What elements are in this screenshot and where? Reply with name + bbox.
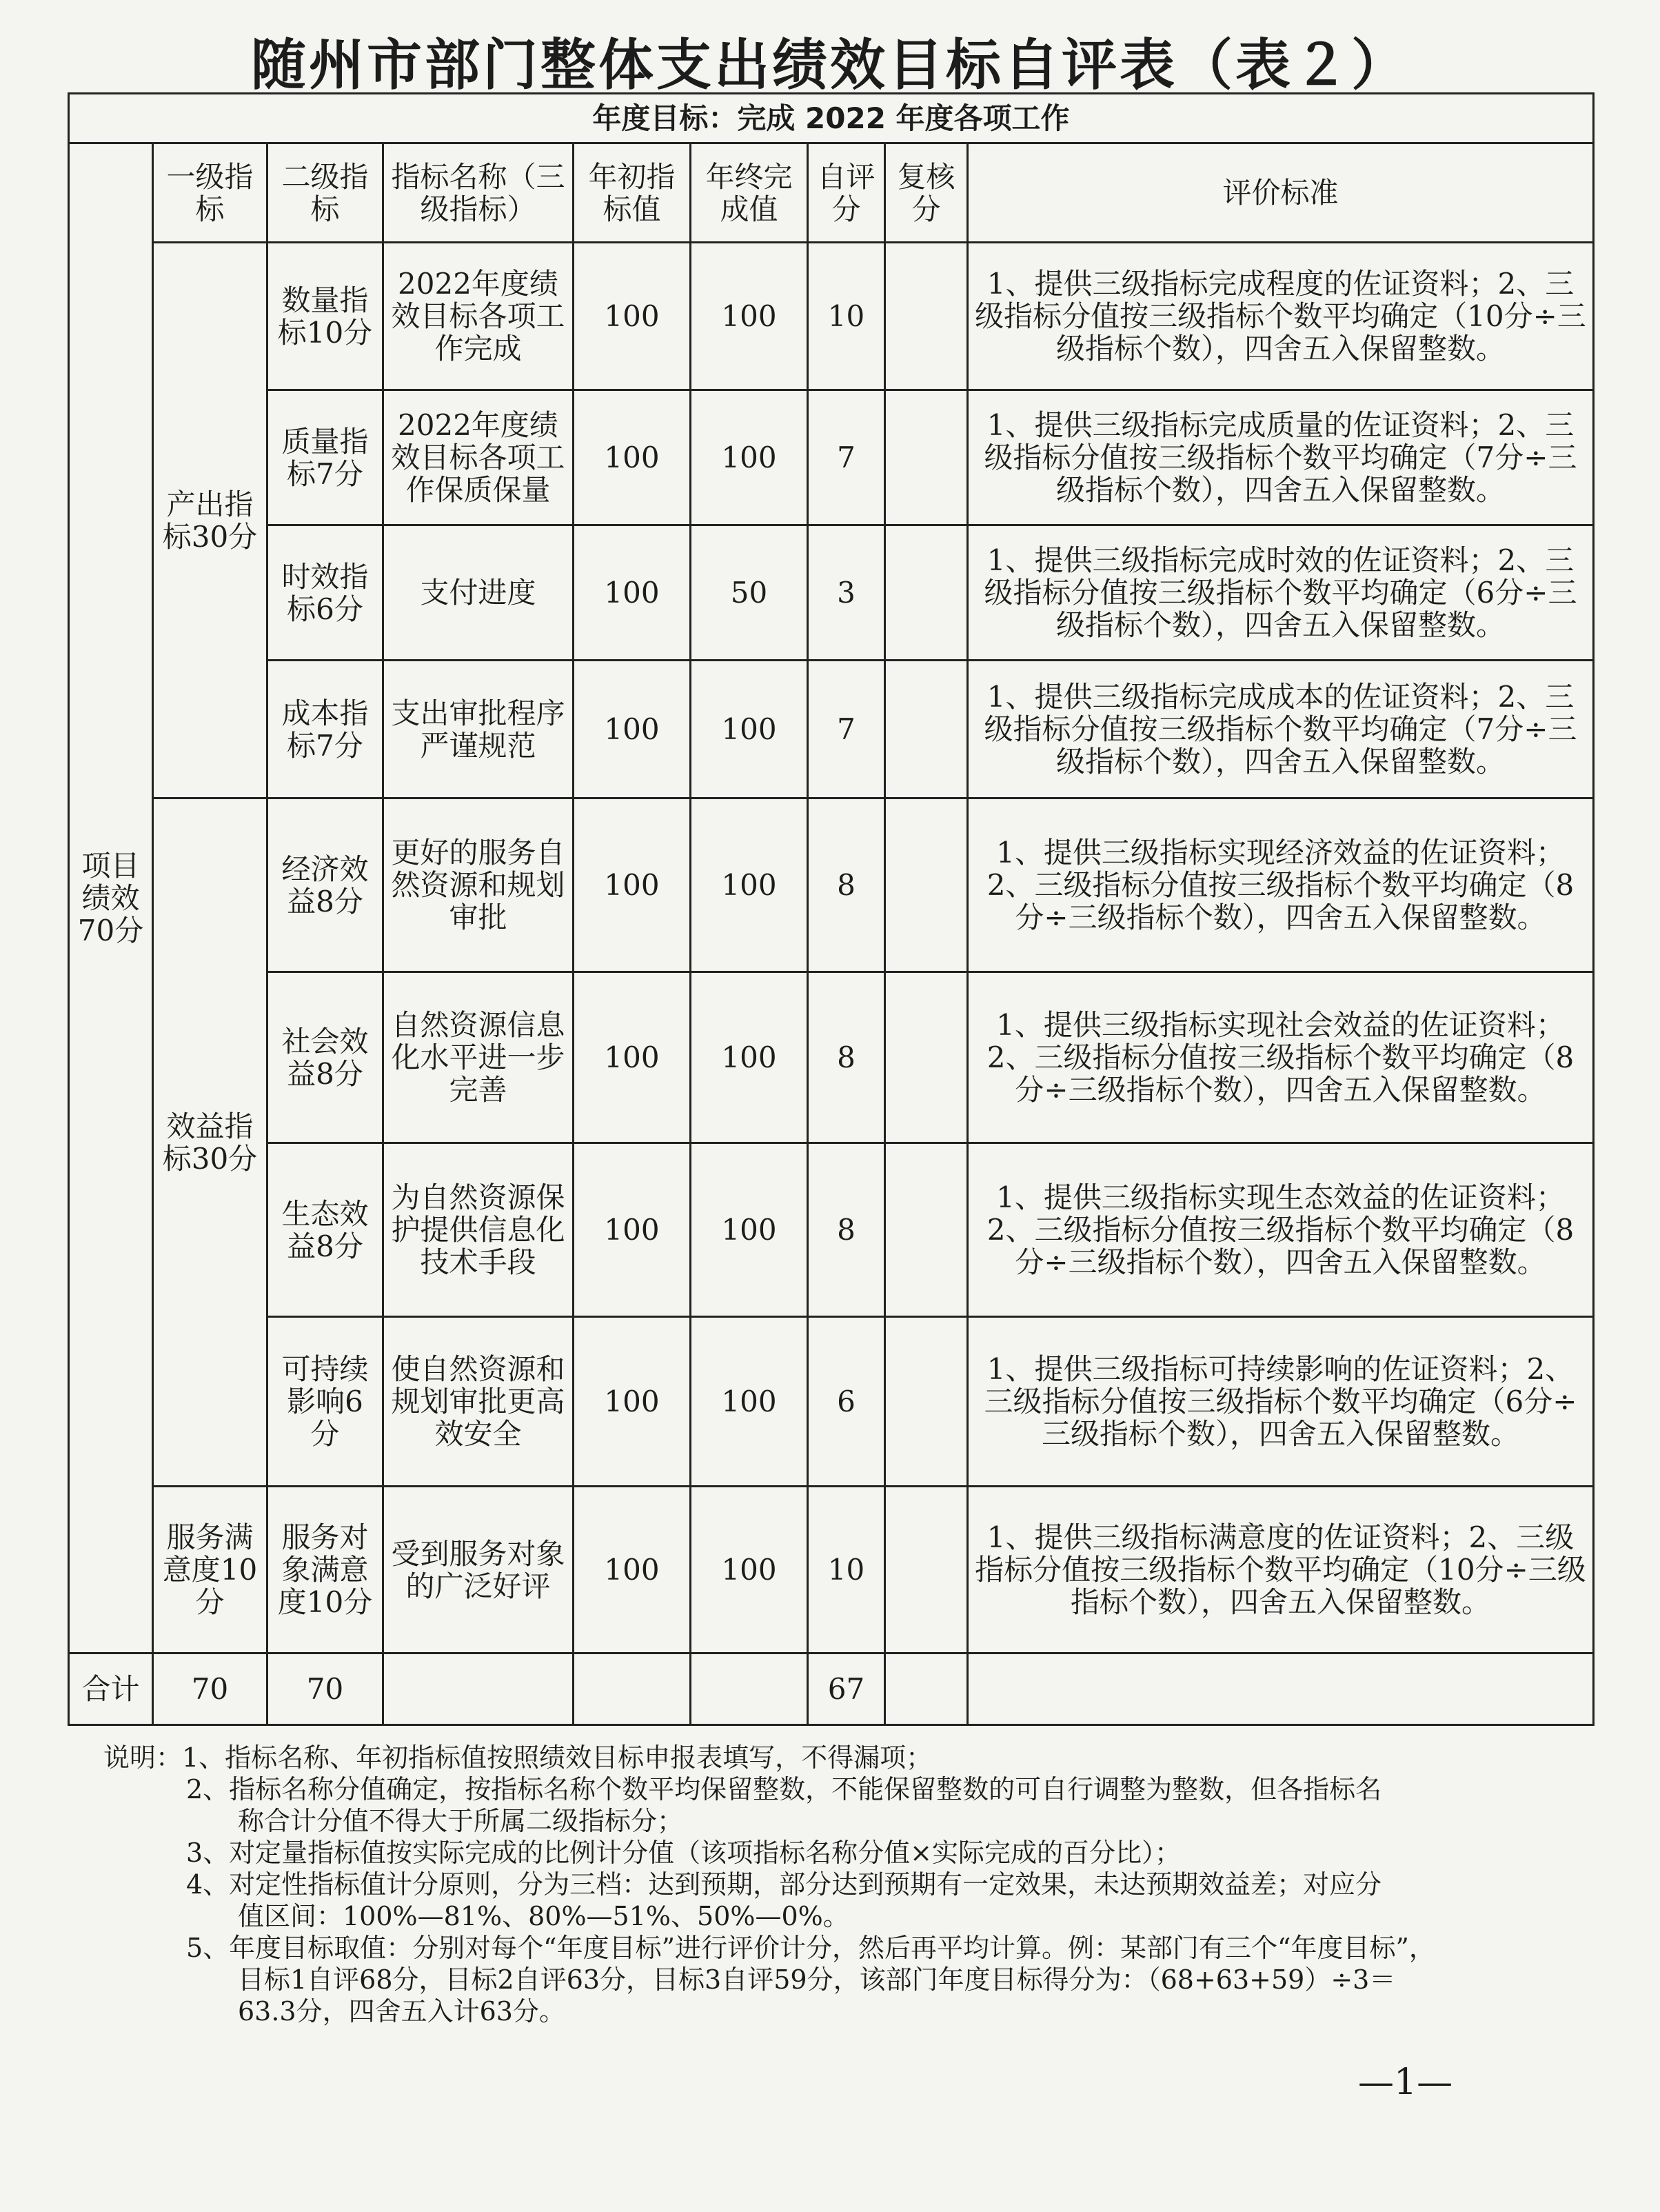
indicator-name-cell: 支付进度 xyxy=(383,525,574,661)
initial-value-cell: 100 xyxy=(574,1487,691,1653)
total-self-score: 67 xyxy=(808,1653,885,1725)
self-score-cell: 10 xyxy=(808,1487,885,1653)
level2-cell: 服务对象满意度10分 xyxy=(267,1487,383,1653)
self-score-cell: 8 xyxy=(808,798,885,972)
final-value-cell: 50 xyxy=(691,525,808,661)
initial-value-cell: 100 xyxy=(574,1317,691,1487)
criteria-cell: 1、提供三级指标完成时效的佐证资料；2、三级指标分值按三级指标个数平均确定（6分÷三级指标个数），四舍五入保留整数。 xyxy=(968,525,1594,661)
criteria-cell: 1、提供三级指标可持续影响的佐证资料；2、三级指标分值按三级指标个数平均确定（6分÷三级指标个数），四舍五入保留整数。 xyxy=(968,1317,1594,1487)
final-value-cell: 100 xyxy=(691,243,808,390)
total-level1: 70 xyxy=(153,1653,267,1725)
page-title: 随州市部门整体支出绩效目标自评表（表２） xyxy=(251,33,1409,97)
level2-cell: 生态效益8分 xyxy=(267,1143,383,1317)
criteria-cell: 1、提供三级指标满意度的佐证资料；2、三级指标分值按三级指标个数平均确定（10分÷三级指标个数），四舍五入保留整数。 xyxy=(968,1487,1594,1653)
header-self-score: 自评分 xyxy=(808,143,885,243)
total-empty-cell xyxy=(574,1653,691,1725)
final-value-cell: 100 xyxy=(691,798,808,972)
self-score-cell: 7 xyxy=(808,390,885,525)
output-indicator-label: 产出指标30分 xyxy=(153,243,267,798)
initial-value-cell: 100 xyxy=(574,972,691,1143)
header-level2: 二级指标 xyxy=(267,143,383,243)
level2-cell: 时效指标6分 xyxy=(267,525,383,661)
final-value-cell: 100 xyxy=(691,390,808,525)
final-value-cell: 100 xyxy=(691,1143,808,1317)
header-review-score: 复核分 xyxy=(885,143,968,243)
indicator-name-cell: 使自然资源和规划审批更高效安全 xyxy=(383,1317,574,1487)
initial-value-cell: 100 xyxy=(574,798,691,972)
criteria-cell: 1、提供三级指标完成成本的佐证资料；2、三级指标分值按三级指标个数平均确定（7分÷三级指标个数），四舍五入保留整数。 xyxy=(968,661,1594,798)
self-score-cell: 3 xyxy=(808,525,885,661)
level2-cell: 成本指标7分 xyxy=(267,661,383,798)
review-score-cell xyxy=(885,525,968,661)
initial-value-cell: 100 xyxy=(574,390,691,525)
review-score-cell xyxy=(885,390,968,525)
indicator-name-cell: 为自然资源保护提供信息化技术手段 xyxy=(383,1143,574,1317)
level2-cell: 可持续影响6分 xyxy=(267,1317,383,1487)
level2-cell: 数量指标10分 xyxy=(267,243,383,390)
initial-value-cell: 100 xyxy=(574,1143,691,1317)
indicator-name-cell: 2022年度绩效目标各项工作保质保量 xyxy=(383,390,574,525)
header-initial-value: 年初指标值 xyxy=(574,143,691,243)
self-score-cell: 8 xyxy=(808,1143,885,1317)
satisfaction-indicator-label: 服务满意度10分 xyxy=(153,1487,267,1653)
indicator-name-cell: 自然资源信息化水平进一步完善 xyxy=(383,972,574,1143)
level2-cell: 社会效益8分 xyxy=(267,972,383,1143)
initial-value-cell: 100 xyxy=(574,661,691,798)
note-line: 3、对定量指标值按实际完成的比例计分值（该项指标名称分值×实际完成的百分比）； xyxy=(186,1838,1182,1868)
self-evaluation-table xyxy=(68,92,1595,1726)
self-score-cell: 10 xyxy=(808,243,885,390)
indicator-name-cell: 支出审批程序严谨规范 xyxy=(383,661,574,798)
total-empty-cell xyxy=(383,1653,574,1725)
total-empty-cell xyxy=(885,1653,968,1725)
group-label-project-performance: 项目绩效70分 xyxy=(69,143,153,1653)
indicator-name-cell: 受到服务对象的广泛好评 xyxy=(383,1487,574,1653)
note-line: 值区间：100%—81%、80%—51%、50%—0%。 xyxy=(238,1901,849,1931)
benefit-indicator-label: 效益指标30分 xyxy=(153,798,267,1487)
initial-value-cell: 100 xyxy=(574,525,691,661)
review-score-cell xyxy=(885,243,968,390)
review-score-cell xyxy=(885,1487,968,1653)
initial-value-cell: 100 xyxy=(574,243,691,390)
final-value-cell: 100 xyxy=(691,1317,808,1487)
note-line: 2、指标名称分值确定，按指标名称个数平均保留整数，不能保留整数的可自行调整为整数，但各指标名 xyxy=(186,1774,1382,1804)
note-line: 称合计分值不得大于所属二级指标分； xyxy=(238,1806,684,1836)
final-value-cell: 100 xyxy=(691,661,808,798)
final-value-cell: 100 xyxy=(691,972,808,1143)
note-line: 5、年度目标取值：分别对每个“年度目标”进行评价计分，然后再平均计算。例：某部门有三个“年度目标”， xyxy=(186,1933,1435,1963)
annual-goal: 年度目标：完成 2022 年度各项工作 xyxy=(69,94,1594,143)
total-empty-cell xyxy=(691,1653,808,1725)
criteria-cell: 1、提供三级指标完成程度的佐证资料；2、三级指标分值按三级指标个数平均确定（10分÷三级指标个数），四舍五入保留整数。 xyxy=(968,243,1594,390)
header-criteria: 评价标准 xyxy=(968,143,1594,243)
level2-cell: 质量指标7分 xyxy=(267,390,383,525)
total-level2: 70 xyxy=(267,1653,383,1725)
self-score-cell: 7 xyxy=(808,661,885,798)
criteria-cell: 1、提供三级指标完成质量的佐证资料；2、三级指标分值按三级指标个数平均确定（7分÷三级指标个数），四舍五入保留整数。 xyxy=(968,390,1594,525)
page-number: —1— xyxy=(1358,2062,1453,2103)
self-score-cell: 8 xyxy=(808,972,885,1143)
level2-cell: 经济效益8分 xyxy=(267,798,383,972)
note-line: 说明：1、指标名称、年初指标值按照绩效目标申报表填写，不得漏项； xyxy=(103,1742,933,1773)
note-line: 目标1自评68分，目标2自评63分，目标3自评59分，该部门年度目标得分为：（68+63+59）÷3＝ xyxy=(238,1964,1396,1995)
review-score-cell xyxy=(885,1143,968,1317)
indicator-name-cell: 2022年度绩效目标各项工作完成 xyxy=(383,243,574,390)
final-value-cell: 100 xyxy=(691,1487,808,1653)
criteria-cell: 1、提供三级指标实现生态效益的佐证资料；2、三级指标分值按三级指标个数平均确定（8分÷三级指标个数），四舍五入保留整数。 xyxy=(968,1143,1594,1317)
total-label: 合计 xyxy=(69,1653,153,1725)
header-indicator-name: 指标名称（三级指标） xyxy=(383,143,574,243)
self-score-cell: 6 xyxy=(808,1317,885,1487)
criteria-cell: 1、提供三级指标实现社会效益的佐证资料；2、三级指标分值按三级指标个数平均确定（8分÷三级指标个数），四舍五入保留整数。 xyxy=(968,972,1594,1143)
review-score-cell xyxy=(885,972,968,1143)
indicator-name-cell: 更好的服务自然资源和规划审批 xyxy=(383,798,574,972)
note-line: 63.3分，四舍五入计63分。 xyxy=(238,1996,565,2027)
criteria-cell: 1、提供三级指标实现经济效益的佐证资料；2、三级指标分值按三级指标个数平均确定（8分÷三级指标个数），四舍五入保留整数。 xyxy=(968,798,1594,972)
note-line: 4、对定性指标值计分原则，分为三档：达到预期，部分达到预期有一定效果，未达预期效益差；对应分 xyxy=(186,1869,1382,1900)
header-final-value: 年终完成值 xyxy=(691,143,808,243)
review-score-cell xyxy=(885,798,968,972)
notes xyxy=(103,1742,1551,2027)
header-level1: 一级指标 xyxy=(153,143,267,243)
review-score-cell xyxy=(885,661,968,798)
review-score-cell xyxy=(885,1317,968,1487)
total-empty-cell xyxy=(968,1653,1594,1725)
